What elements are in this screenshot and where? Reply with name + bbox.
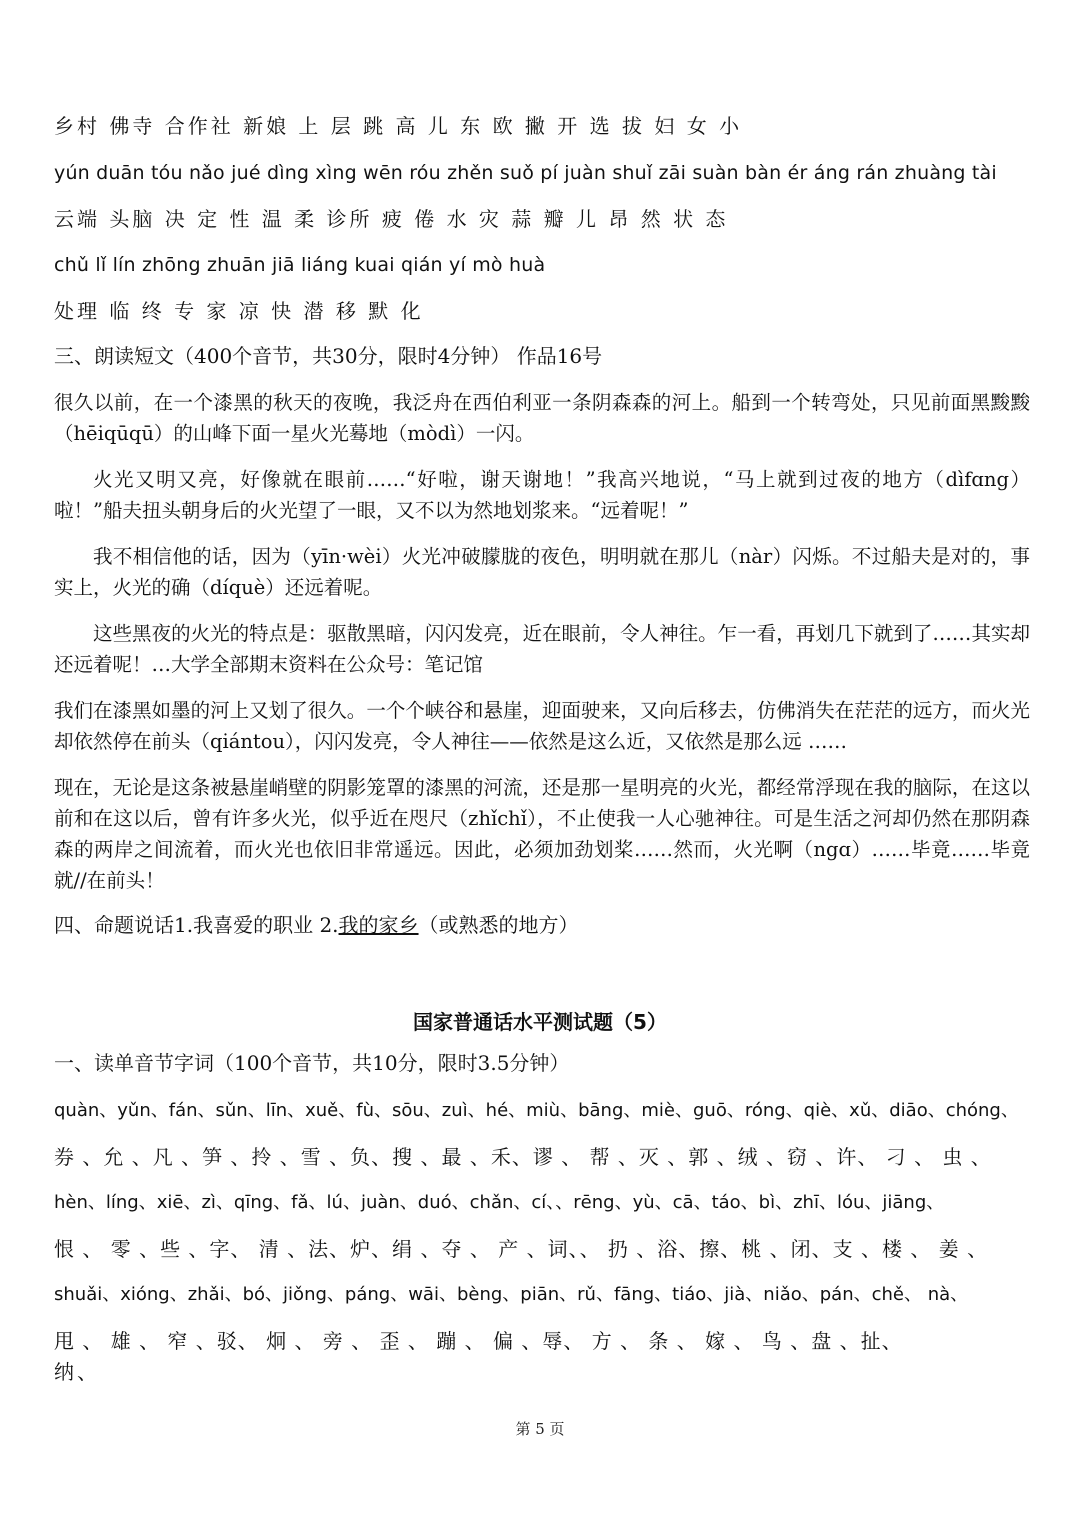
syllable-hanzi-row-4: 纳、 [54,1360,100,1384]
syllable-pinyin-row-1: quàn、yǔn、fán、sǔn、līn、xuě、fù、sōu、zuì、hé、miù、bāng、miè、guō、róng、qiè、xǔ、diāo、chóng、 [54,1100,1019,1121]
section4-underlined-topic: 我的家乡 [338,913,419,937]
syllable-hanzi-row-1: 券 、允 、凡 、笋 、拎 、雪 、负、搜 、最 、禾、谬 、 帮 、灭 、郭 、绒 、窃 、许、 刁 、 虫 、 [54,1145,992,1169]
syllable-hanzi-row-2: 恨 、 零 、些 、字、 清 、法、炉、绢 、夺 、 产 、词、、 扔 、浴、擦、桃 、闭、支 、楼 、 姜 、 [54,1237,989,1261]
passage-paragraph-4: 这些黑夜的火光的特点是：驱散黑暗，闪闪发亮，近在眼前，令人神往。乍一看，再划几下就到了……其实却还远着呢！…大学全部期末资料在公众号：笔记馆 [54,622,1030,676]
vocab-hanzi-row-5: 处理 临 终 专 家 凉 快 潜 移 默 化 [54,299,424,323]
vocab-pinyin-row-4: chǔ lǐ lín zhōng zhuān jiā liáng kuai qián yí mò huà [54,254,546,276]
section4-suffix: （或熟悉的地方） [418,913,579,937]
passage-paragraph-3: 我不相信他的话，因为（yīn·wèi）火光冲破朦胧的夜色，明明就在那儿（nàr）闪烁。不过船夫是对的，事实上，火光的确（díquè）还远着呢。 [54,545,1030,599]
passage-paragraph-2: 火光又明又亮，好像就在眼前……“好啦，谢天谢地！”我高兴地说，“马上就到过夜的地方（dìfɑng）啦！”船夫扭头朝身后的火光望了一眼，又不以为然地划浆来。“远着呢！” [54,468,1030,522]
passage-paragraph-6: 现在，无论是这条被悬崖峭壁的阴影笼罩的漆黑的河流，还是那一星明亮的火光，都经常浮现在我的脑际，在这以前和在这以后，曾有许多火光，似乎近在咫尺（zhǐchǐ），不止使我一人心驰神往。可是生活之河却仍然在那阴森森的两岸之间流着，而火光也依旧非常遥远。因此，必须加劲划桨……然而，火光啊（ngɑ）……毕竟……毕竟就//在前头！ [54,776,1030,892]
passage-paragraph-5: 我们在漆黑如墨的河上又划了很久。一个个峡谷和悬崖，迎面驶来，又向后移去，仿佛消失在茫茫的远方，而火光却依然停在前头（qiántou），闪闪发亮，令人神往——依然是这么近，又依然是那么远 …… [54,699,1030,753]
vocab-pinyin-row-2: yún duān tóu nǎo jué dìng xìng wēn róu zhěn suǒ pí juàn shuǐ zāi suàn bàn ér áng rán zhuàng tài [54,162,997,184]
syllable-hanzi-row-3: 甩 、 雄 、 窄 、驳、 炯 、 旁 、 歪 、 蹦 、 偏 、辱、 方 、 条 、 嫁 、 鸟 、盘 、扯、 [54,1329,903,1353]
section4-prefix: 四、命题说话1.我喜爱的职业 2. [54,913,339,937]
section4-topic [54,912,1030,938]
test5-section1-heading: 一、读单音节字词（100个音节，共10分，限时3.5分钟） [54,1051,570,1075]
vocab-hanzi-row-3: 云端 头脑 决 定 性 温 柔 诊所 疲 倦 水 灾 蒜 瓣 儿 昂 然 状 态 [54,207,729,231]
test5-title: 国家普通话水平测试题（5） [413,1010,667,1034]
section3-heading: 三、朗读短文（400个音节，共30分，限时4分钟） 作品16号 [54,344,603,368]
page-number: 第 5 页 [515,1420,565,1438]
passage-paragraph-1: 很久以前，在一个漆黑的秋天的夜晚，我泛舟在西伯利亚一条阴森森的河上。船到一个转弯处，只见前面黑黢黢（hēiqūqū）的山峰下面一星火光蓦地（mòdì）一闪。 [54,391,1030,445]
syllable-pinyin-row-2: hèn、líng、xiē、zì、qīng、fǎ、lú、juàn、duó、chǎn、cí、、rēng、yù、cā、táo、bì、zhī、lóu、jiāng、 [54,1192,945,1213]
vocab-hanzi-row-1: 乡村 佛寺 合作社 新娘 上 层 跳 高 儿 东 欧 撇 开 选 拔 妇 女 小 [54,114,743,138]
syllable-pinyin-row-3: shuǎi、xióng、zhǎi、bó、jiǒng、páng、wāi、bèng、piān、rǔ、fāng、tiáo、jià、niǎo、pán、chě、 nà、 [54,1284,969,1305]
